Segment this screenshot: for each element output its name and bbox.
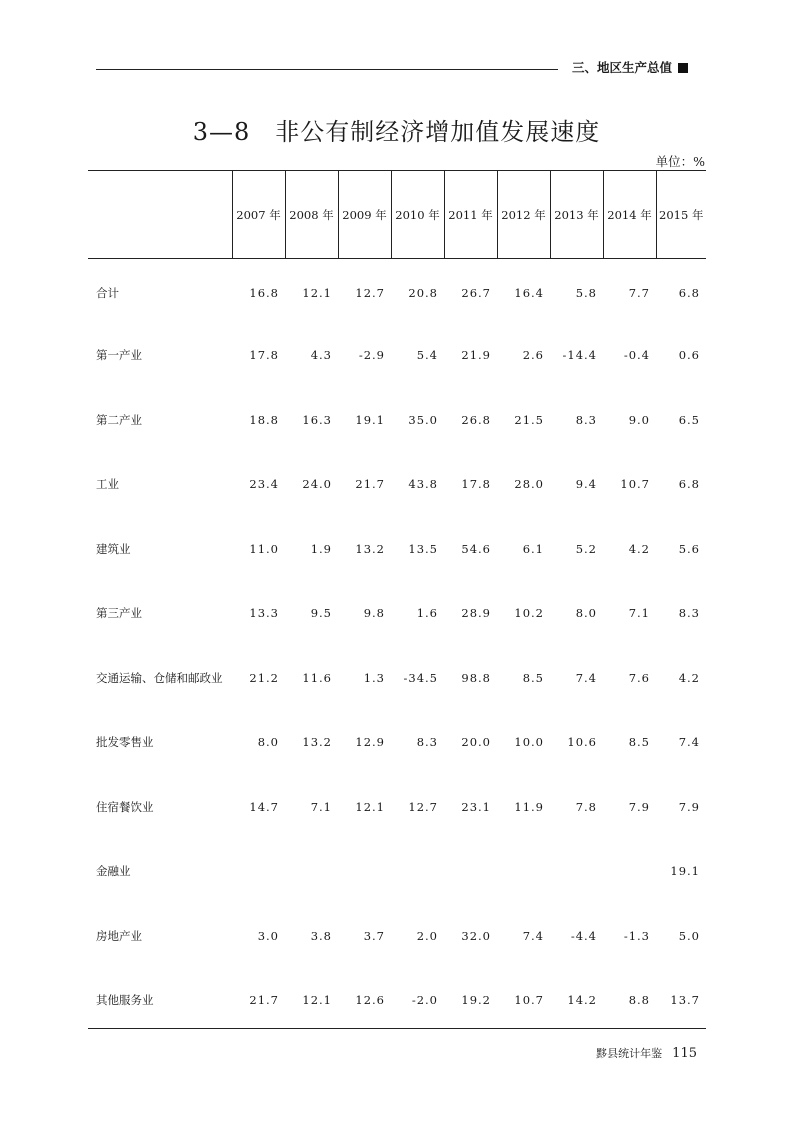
value-cell: 21.7: [355, 477, 385, 492]
row-label: 第一产业: [96, 348, 142, 363]
value-cell: 3.8: [310, 928, 332, 943]
year-header: 2008 年: [285, 171, 338, 259]
value-cell: 13.3: [249, 606, 279, 621]
value-cell: 26.8: [461, 412, 491, 427]
black-square-icon: [678, 63, 688, 73]
value-cell: -4.4: [570, 928, 597, 943]
value-cell: 12.1: [302, 286, 332, 300]
value-cell: 7.8: [575, 799, 597, 814]
year-header: 2012 年: [497, 171, 550, 259]
value-cell: 16.3: [302, 412, 332, 427]
value-cell: 8.3: [575, 412, 597, 427]
value-cell: 12.7: [408, 799, 438, 814]
table-row: [88, 839, 706, 904]
table-row: [88, 517, 706, 582]
value-cell: 43.8: [408, 477, 438, 492]
header-rule: [96, 69, 558, 70]
value-cell: 13.2: [302, 735, 332, 750]
value-cell: [497, 839, 550, 904]
value-cell: 19.1: [355, 412, 385, 427]
value-cell: 7.1: [310, 799, 332, 814]
value-cell: 10.2: [514, 606, 544, 621]
value-cell: 9.5: [310, 606, 332, 621]
value-cell: -2.0: [411, 993, 438, 1008]
value-cell: 21.7: [249, 993, 279, 1008]
value-cell: 8.5: [522, 670, 544, 685]
value-cell: 8.0: [575, 606, 597, 621]
value-cell: [444, 839, 497, 904]
row-label: 第二产业: [96, 412, 142, 427]
value-cell: 9.4: [575, 477, 597, 492]
table-row: [88, 775, 706, 840]
value-cell: 2.0: [416, 928, 438, 943]
value-cell: 5.4: [416, 348, 438, 363]
value-cell: 11.0: [249, 541, 279, 556]
value-cell: 17.8: [461, 477, 491, 492]
value-cell: 4.2: [628, 541, 650, 556]
value-cell: 9.0: [628, 412, 650, 427]
value-cell: [550, 839, 603, 904]
row-label: 批发零售业: [96, 735, 154, 750]
value-cell: 6.1: [522, 541, 544, 556]
row-label: 房地产业: [96, 928, 142, 943]
value-cell: 12.1: [302, 993, 332, 1008]
value-cell: 12.1: [355, 799, 385, 814]
value-cell: 19.1: [670, 864, 700, 879]
value-cell: 10.0: [514, 735, 544, 750]
year-header: 2010 年: [391, 171, 444, 259]
value-cell: 12.9: [355, 735, 385, 750]
table-row: [88, 388, 706, 453]
value-cell: 6.5: [678, 412, 700, 427]
value-cell: 54.6: [461, 541, 491, 556]
data-table: [88, 170, 706, 1033]
value-cell: 6.8: [678, 286, 700, 300]
year-header: 2015 年: [656, 171, 706, 259]
value-cell: 35.0: [408, 412, 438, 427]
value-cell: 10.7: [514, 993, 544, 1008]
value-cell: 7.4: [678, 735, 700, 750]
table-row: [88, 323, 706, 388]
value-cell: 24.0: [302, 477, 332, 492]
row-label: 建筑业: [96, 541, 131, 556]
value-cell: 23.4: [249, 477, 279, 492]
value-cell: [391, 839, 444, 904]
value-cell: 98.8: [461, 670, 491, 685]
value-cell: 1.6: [416, 606, 438, 621]
table-row: [88, 581, 706, 646]
value-cell: 1.9: [310, 541, 332, 556]
value-cell: 20.8: [408, 286, 438, 300]
value-cell: 3.0: [257, 928, 279, 943]
value-cell: -1.3: [623, 928, 650, 943]
value-cell: 5.8: [575, 286, 597, 300]
value-cell: [232, 839, 285, 904]
section-title: 三、地区生产总值: [572, 60, 673, 75]
value-cell: 21.2: [249, 670, 279, 685]
value-cell: 10.7: [620, 477, 650, 492]
value-cell: 1.3: [363, 670, 385, 685]
value-cell: 16.8: [249, 286, 279, 300]
value-cell: 7.4: [522, 928, 544, 943]
value-cell: 19.2: [461, 993, 491, 1008]
value-cell: [338, 839, 391, 904]
value-cell: 7.6: [628, 670, 650, 685]
page-footer: [596, 1045, 697, 1061]
value-cell: 7.4: [575, 670, 597, 685]
value-cell: 14.7: [249, 799, 279, 814]
value-cell: 8.8: [628, 993, 650, 1008]
row-label: 其他服务业: [96, 993, 154, 1008]
table-title: 3—8 非公有制经济增加值发展速度: [192, 118, 601, 146]
unit-label: 单位：%: [655, 154, 705, 169]
value-cell: 13.2: [355, 541, 385, 556]
year-header: 2007 年: [232, 171, 285, 259]
value-cell: 21.5: [514, 412, 544, 427]
value-cell: 2.6: [522, 348, 544, 363]
value-cell: 28.9: [461, 606, 491, 621]
row-label: 住宿餐饮业: [96, 799, 154, 814]
value-cell: 8.5: [628, 735, 650, 750]
value-cell: 7.7: [628, 286, 650, 300]
value-cell: 4.3: [310, 348, 332, 363]
table-row: [88, 259, 706, 324]
header-corner-cell: [88, 171, 232, 259]
value-cell: 8.3: [416, 735, 438, 750]
value-cell: 8.0: [257, 735, 279, 750]
table-header-row: [88, 171, 706, 259]
table-bottom-rule: [88, 1028, 706, 1029]
value-cell: 7.9: [678, 799, 700, 814]
row-label: 第三产业: [96, 606, 142, 621]
value-cell: 8.3: [678, 606, 700, 621]
value-cell: 23.1: [461, 799, 491, 814]
value-cell: 12.6: [355, 993, 385, 1008]
row-label: 金融业: [96, 864, 131, 879]
value-cell: 5.2: [575, 541, 597, 556]
value-cell: 7.1: [628, 606, 650, 621]
year-header: 2011 年: [444, 171, 497, 259]
value-cell: 6.8: [678, 477, 700, 492]
value-cell: 7.9: [628, 799, 650, 814]
value-cell: -34.5: [403, 670, 438, 685]
value-cell: 16.4: [514, 286, 544, 300]
value-cell: 3.7: [363, 928, 385, 943]
row-label: 交通运输、仓储和邮政业: [96, 670, 223, 685]
value-cell: 13.7: [670, 993, 700, 1008]
value-cell: 9.8: [363, 606, 385, 621]
table-row: [88, 968, 706, 1033]
value-cell: 0.6: [678, 348, 700, 363]
value-cell: 11.9: [514, 799, 544, 814]
year-header: 2014 年: [603, 171, 656, 259]
value-cell: 13.5: [408, 541, 438, 556]
section-header: [572, 58, 688, 76]
value-cell: 21.9: [461, 348, 491, 363]
value-cell: 12.7: [355, 286, 385, 300]
value-cell: -2.9: [358, 348, 385, 363]
row-label: 工业: [96, 477, 119, 492]
value-cell: 11.6: [302, 670, 332, 685]
table-row: [88, 646, 706, 711]
value-cell: 14.2: [567, 993, 597, 1008]
value-cell: 28.0: [514, 477, 544, 492]
value-cell: [603, 839, 656, 904]
value-cell: 4.2: [678, 670, 700, 685]
value-cell: 17.8: [249, 348, 279, 363]
value-cell: -0.4: [623, 348, 650, 363]
table-row: [88, 710, 706, 775]
row-label: 合计: [96, 286, 119, 300]
value-cell: 18.8: [249, 412, 279, 427]
value-cell: 5.6: [678, 541, 700, 556]
year-header: 2009 年: [338, 171, 391, 259]
year-header: 2013 年: [550, 171, 603, 259]
value-cell: 10.6: [567, 735, 597, 750]
value-cell: [285, 839, 338, 904]
page-number: 115: [672, 1046, 697, 1061]
value-cell: 32.0: [461, 928, 491, 943]
value-cell: 26.7: [461, 286, 491, 300]
table-row: [88, 452, 706, 517]
value-cell: 20.0: [461, 735, 491, 750]
table-row: [88, 904, 706, 969]
value-cell: 5.0: [678, 928, 700, 943]
value-cell: -14.4: [562, 348, 597, 363]
publication-name: 黟县统计年鉴: [596, 1047, 663, 1060]
